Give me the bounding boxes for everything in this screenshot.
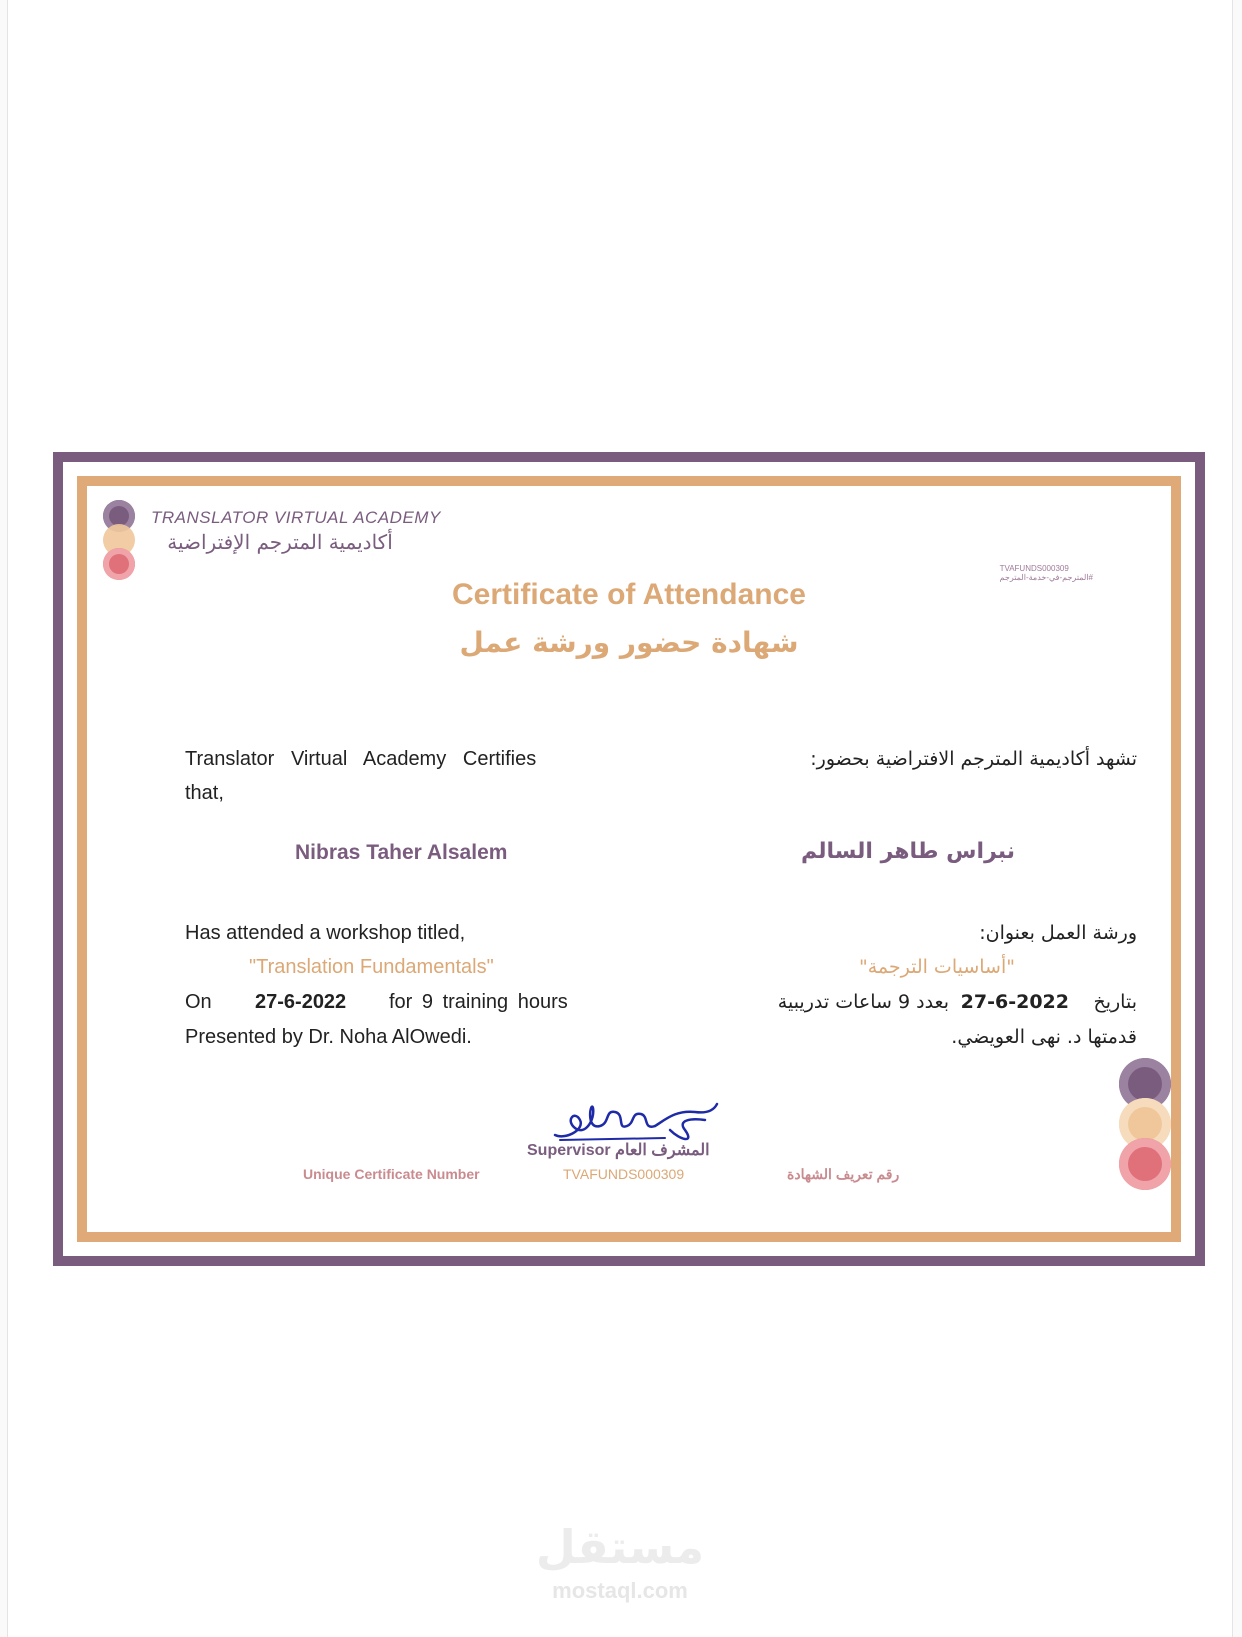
certifies-text-ar: تشهد أكاديمية المترجم الافتراضية بحضور: [810,748,1137,770]
supervisor-label: Supervisor المشرف العام [527,1142,710,1159]
hours-text-ar: بعدد 9 ساعات تدريبية [777,991,949,1013]
certifies-text-en: Translator Virtual Academy Certifies [185,748,537,770]
page-sheet [8,0,1232,1637]
date-ar: 27-6-2022 [960,991,1069,1013]
title-ar: شهادة حضور ورشة عمل [459,626,799,659]
certificate-number: TVAFUNDS000309 [563,1166,685,1182]
on-text-en: On [185,991,212,1013]
that-text-en: that, [185,782,224,804]
corner-code-number: TVAFUNDS000309 [999,564,1069,573]
logo-text-en: TRANSLATOR VIRTUAL ACADEMY [151,508,441,527]
date-en: 27-6-2022 [255,991,347,1013]
certificate-frame [77,476,1181,1242]
attended-text-en: Has attended a workshop titled, [185,922,466,944]
presented-text-ar: قدمتها د. نهى العويضي. [951,1026,1137,1048]
watermark-logo-en: mostaql.com [552,1578,688,1603]
recipient-name-ar: نبراس طاهر السالم [800,839,1015,864]
logo-dot-rose [103,548,135,580]
logo-text-ar: أكاديمية المترجم الإفتراضية [167,530,393,554]
certificate-number-label-ar: رقم تعريف الشهادة [787,1166,900,1182]
attended-text-ar: ورشة العمل بعنوان: [979,922,1137,944]
hours-text-en: for 9 training hours [389,991,568,1013]
decor-dot-rose [1119,1138,1171,1190]
corner-code-hashtag: #المترجم-في-خدمة-المترجم [999,573,1093,582]
title-en: Certificate of Attendance [452,578,806,611]
on-text-ar: بتاريخ [1093,991,1137,1013]
recipient-name-en: Nibras Taher Alsalem [295,841,508,864]
workshop-title-en: "Translation Fundamentals" [249,956,494,978]
watermark-logo-ar: مستقل [535,1520,705,1574]
certificate [53,452,1205,1266]
certificate-number-label-en: Unique Certificate Number [303,1166,480,1182]
workshop-title-ar: "أساسيات الترجمة" [858,956,1015,978]
presented-text-en: Presented by Dr. Noha AlOwedi. [185,1026,472,1048]
